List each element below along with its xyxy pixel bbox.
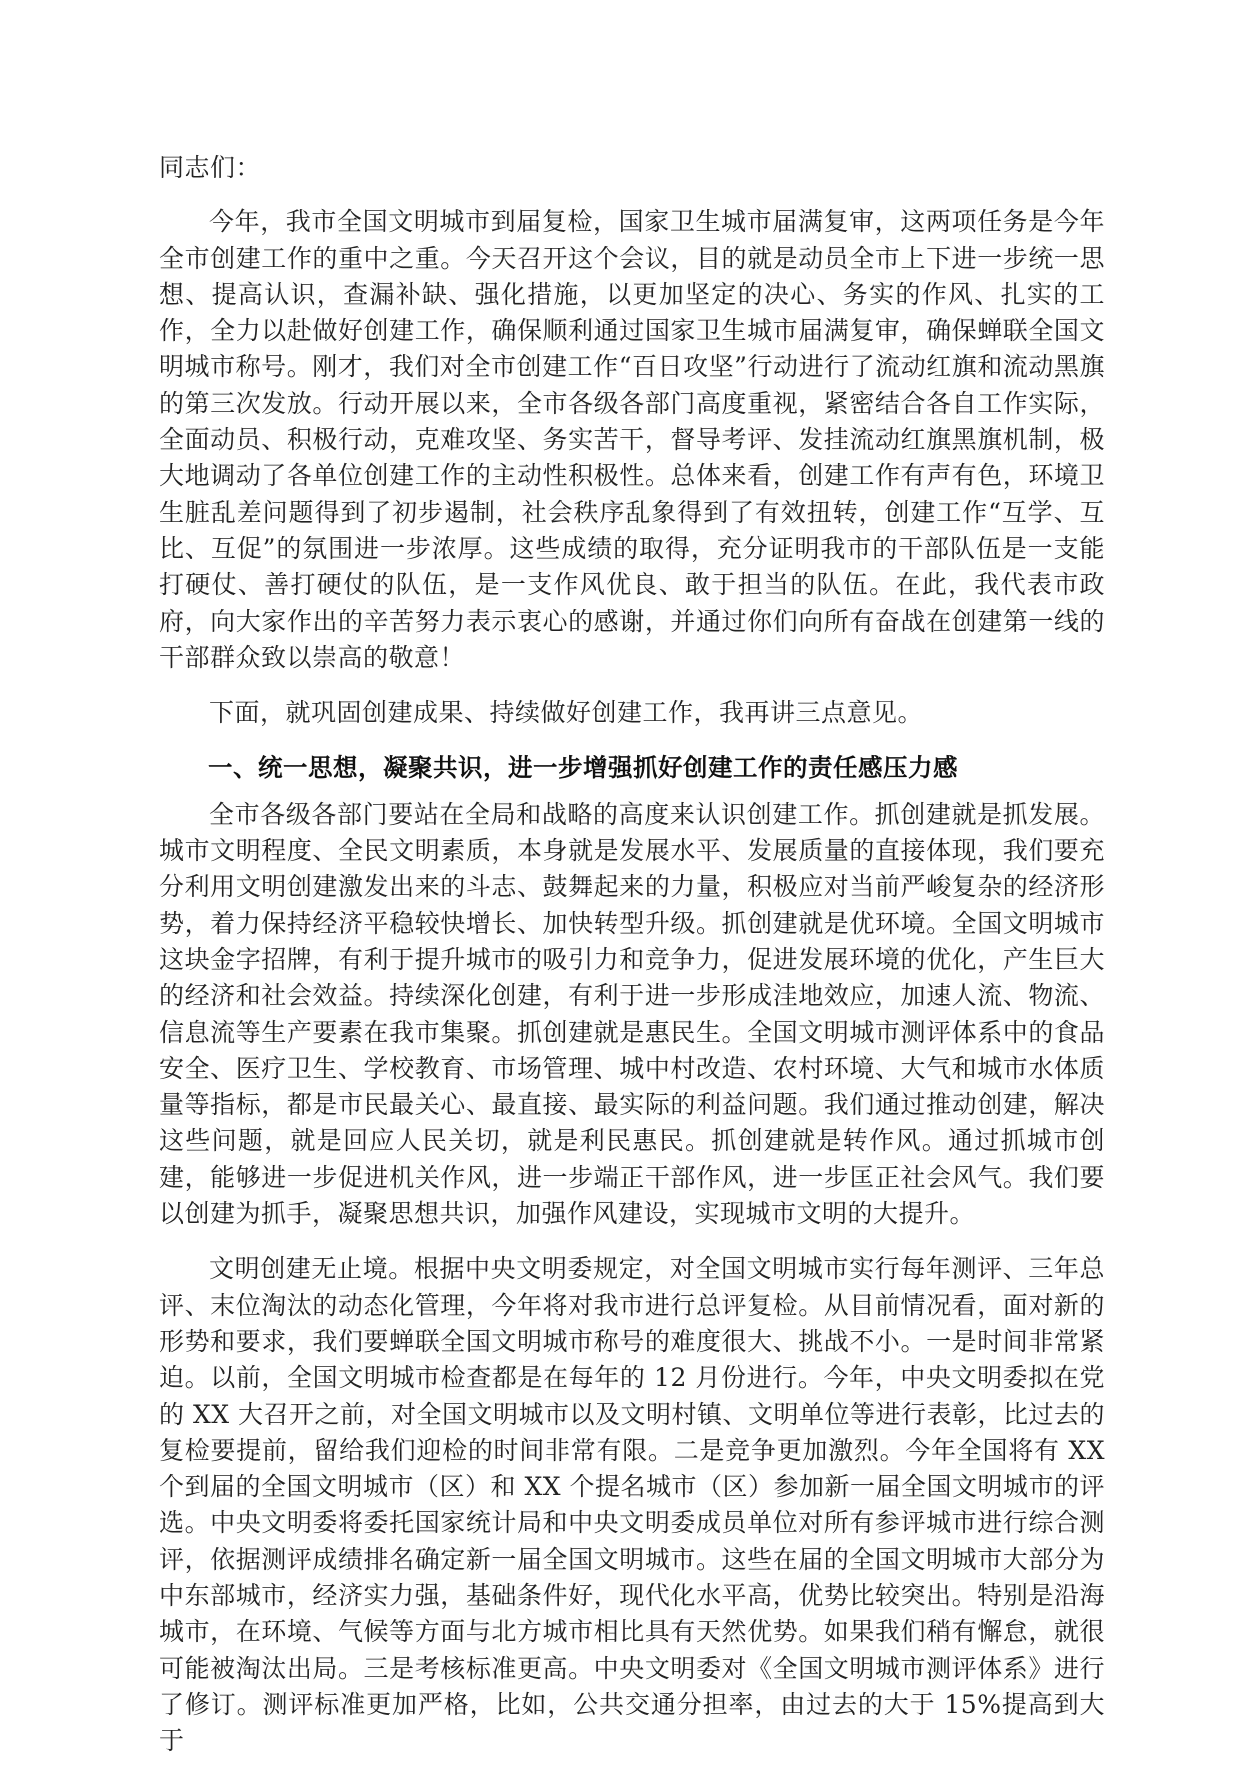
section-paragraph: 文明创建无止境。根据中央文明委规定，对全国文明城市实行每年测评、三年总评、末位淘汰的动态化管理，今年将对我市进行总评复检。从目前情况看，面对新的形势和要求，我们要蝉联全国文明城市称号的难度很大、挑战不小。一是时间非常紧迫。以前，全国文明城市检查都是在每年的 12 月份进行。今年，中央文明委拟在党的 XX 大召开之前，对全国文明城市以及文明村镇、文明单位等进行表彰，比过去的复检要提前，留给我们迎检的时间非常有限。二是竞争更加激烈。今年全国将有 XX 个到届的全国文明城市（区）和 XX 个提名城市（区）参加新一届全国文明城市的评选。中央文明委将委托国家统计局和中央文明委成员单位对所有参评城市进行综合测评，依据测评成绩排名确定新一届全国文明城市。这些在届的全国文明城市大部分为中东部城市，经济实力强，基础条件好，现代化水平高，优势比较突出。特别是沿海城市，在环境、气候等方面与北方城市相比具有天然优势。如果我们稍有懈怠，就很可能被淘汰出局。三是考核标准更高。中央文明委对《全国文明城市测评体系》进行了修订。测评标准更加严格，比如，公共交通分担率，由过去的大于 15%提高到大于 bbox=[159, 1254, 1105, 1756]
transition-paragraph: 下面，就巩固创建成果、持续做好创建工作，我再讲三点意见。 bbox=[209, 698, 924, 728]
opening-paragraph: 今年，我市全国文明城市到届复检，国家卫生城市届满复审，这两项任务是今年全市创建工作的重中之重。今天召开这个会议，目的就是动员全市上下进一步统一思想、提高认识，查漏补缺、强化措施，以更加坚定的决心、务实的作风、扎实的工作，全力以赴做好创建工作，确保顺利通过国家卫生城市届满复审，确保蝉联全国文明城市称号。刚才，我们对全市创建工作“百日攻坚”行动进行了流动红旗和流动黑旗的第三次发放。行动开展以来，全市各级各部门高度重视，紧密结合各自工作实际，全面动员、积极行动，克难攻坚、务实苦干，督导考评、发挂流动红旗黑旗机制，极大地调动了各单位创建工作的主动性积极性。总体来看，创建工作有声有色，环境卫生脏乱差问题得到了初步遏制，社会秩序乱象得到了有效扭转，创建工作“互学、互比、互促”的氛围进一步浓厚。这些成绩的取得，充分证明我市的干部队伍是一支能打硬仗、善打硬仗的队伍，是一支作风优良、敢于担当的队伍。在此，我代表市政府，向大家作出的辛苦努力表示衷心的感谢，并通过你们向所有奋战在创建第一线的干部群众致以崇高的敬意！ bbox=[159, 207, 1105, 672]
section-heading: 一、统一思想，凝聚共识，进一步增强抓好创建工作的责任感压力感 bbox=[208, 753, 958, 783]
document-page bbox=[159, 150, 1105, 1778]
salutation: 同志们： bbox=[159, 153, 262, 182]
section-paragraph: 全市各级各部门要站在全局和战略的高度来认识创建工作。抓创建就是抓发展。城市文明程度、全民文明素质，本身就是发展水平、发展质量的直接体现，我们要充分利用文明创建激发出来的斗志、鼓舞起来的力量，积极应对当前严峻复杂的经济形势，着力保持经济平稳较快增长、加快转型升级。抓创建就是优环境。全国文明城市这块金字招牌，有利于提升城市的吸引力和竞争力，促进发展环境的优化，产生巨大的经济和社会效益。持续深化创建，有利于进一步形成洼地效应，加速人流、物流、信息流等生产要素在我市集聚。抓创建就是惠民生。全国文明城市测评体系中的食品安全、医疗卫生、学校教育、市场管理、城中村改造、农村环境、大气和城市水体质量等指标，都是市民最关心、最直接、最实际的利益问题。我们通过推动创建，解决这些问题，就是回应人民关切，就是利民惠民。抓创建就是转作风。通过抓城市创建，能够进一步促进机关作风，进一步端正干部作风，进一步匡正社会风气。我们要以创建为抓手，凝聚思想共识，加强作风建设，实现城市文明的大提升。 bbox=[159, 799, 1105, 1229]
